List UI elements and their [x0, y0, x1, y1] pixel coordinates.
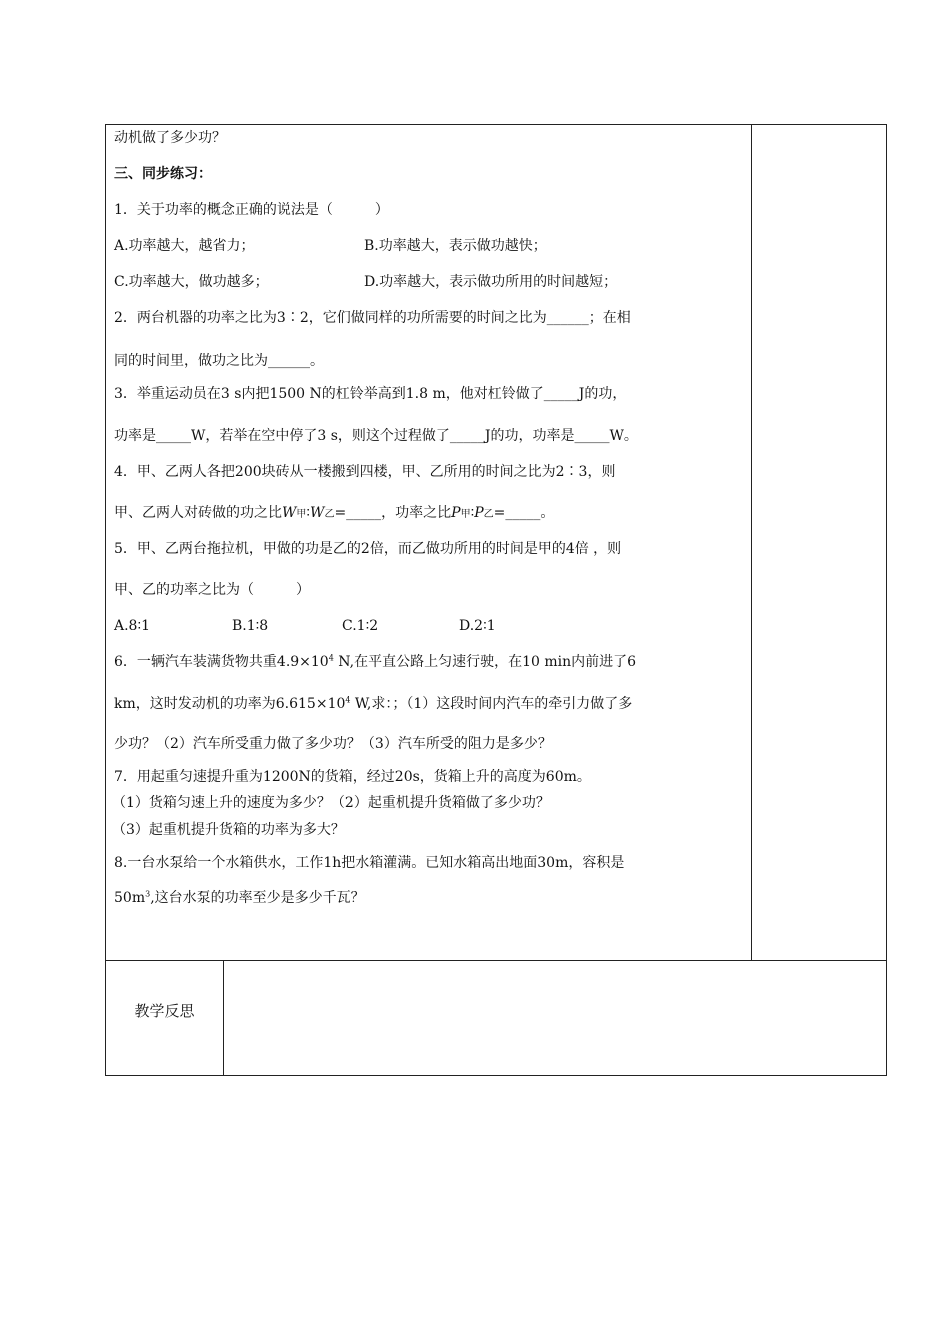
right-column-divider	[751, 124, 752, 961]
q8-text: ,这台水泵的功率至少是多少千瓦？	[150, 890, 365, 906]
q6-text: N,在平直公路上匀速行驶，在10 min内前进了6	[333, 654, 637, 670]
question-7-line2: （1）货箱匀速上升的速度为多少？（2）起重机提升货箱做了多少功？	[112, 795, 550, 811]
option-5c: C.1∶2	[342, 618, 379, 634]
question-4-line2	[114, 503, 554, 525]
line-carryover: 动机做了多少功？	[114, 130, 226, 146]
option-1c: C.功率越大，做功越多；	[114, 274, 269, 290]
section-heading: 三、同步练习：	[114, 166, 212, 182]
exponent: 4	[328, 653, 334, 663]
sub-yi: 乙	[324, 509, 335, 520]
question-4-line1: 4．甲、乙两人各把200块砖从一楼搬到四楼，甲、乙所用的时间之比为2∶3，则	[114, 464, 616, 480]
question-5-line1: 5．甲、乙两台拖拉机，甲做的功是乙的2倍，而乙做功所用的时间是甲的4倍 ，则	[114, 541, 622, 557]
q4-text: =_____，功率之比	[334, 505, 452, 521]
ratio-colon: ∶	[470, 505, 475, 521]
question-3-line1: 3．举重运动员在3 s内把1500 N的杠铃举高到1.8 m，他对杠铃做了_____J的功，	[114, 386, 627, 402]
question-2-line1: 2．两台机器的功率之比为3∶2，它们做同样的功所需要的时间之比为______；在相	[114, 310, 631, 326]
q6-text: 6．一辆汽车装满货物共重4.9×10	[114, 654, 329, 670]
question-5-line2: 甲、乙的功率之比为（ ）	[114, 582, 310, 598]
w-symbol: W	[310, 505, 325, 521]
question-6-line1	[114, 652, 636, 672]
question-7-line3: （3）起重机提升货箱的功率为多大？	[112, 822, 345, 838]
exponent: 3	[145, 889, 151, 899]
q6-text: W,求：；（1）这段时间内汽车的牵引力做了多	[350, 696, 633, 712]
question-6-line2	[114, 694, 632, 714]
q4-text: 甲、乙两人对砖做的功之比	[114, 505, 282, 521]
exponent: 4	[345, 695, 351, 705]
option-5d: D.2∶1	[459, 618, 496, 634]
ratio-colon: ∶	[306, 505, 311, 521]
q4-text: =_____。	[493, 505, 555, 521]
question-1: 1．关于功率的概念正确的说法是（ ）	[114, 202, 389, 218]
w-symbol: W	[282, 505, 297, 521]
lesson-table	[105, 124, 887, 1076]
sub-jia: 甲	[460, 509, 471, 520]
p-symbol: P	[474, 505, 484, 521]
option-5b: B.1∶8	[232, 618, 269, 634]
q8-text: 50m	[114, 890, 146, 906]
p-symbol: P	[451, 505, 461, 521]
sub-yi: 乙	[483, 509, 494, 520]
sub-jia: 甲	[296, 509, 307, 520]
question-8-line2	[114, 888, 365, 908]
question-8-line1: 8.一台水泵给一个水箱供水，工作1h把水箱灌满。已知水箱高出地面30m，容积是	[114, 855, 625, 871]
question-7-line1: 7．用起重匀速提升重为1200N的货箱，经过20s，货箱上升的高度为60m。	[114, 769, 591, 785]
reflection-label: 教学反思	[134, 1002, 195, 1020]
option-5a: A.8∶1	[114, 618, 151, 634]
question-6-line3: 少功？（2）汽车所受重力做了多少功？（3）汽车所受的阻力是多少？	[114, 736, 552, 752]
option-1a: A.功率越大，越省力；	[114, 238, 255, 254]
q6-text: km，这时发动机的功率为6.615×10	[114, 696, 346, 712]
option-1d: D.功率越大，表示做功所用的时间越短；	[364, 274, 618, 290]
question-3-line2: 功率是_____W，若举在空中停了3 s，则这个过程做了_____J的功，功率是_____W。	[114, 428, 638, 444]
option-1b: B.功率越大，表示做功越快；	[364, 238, 547, 254]
question-2-line2: 同的时间里，做功之比为______。	[114, 353, 324, 369]
